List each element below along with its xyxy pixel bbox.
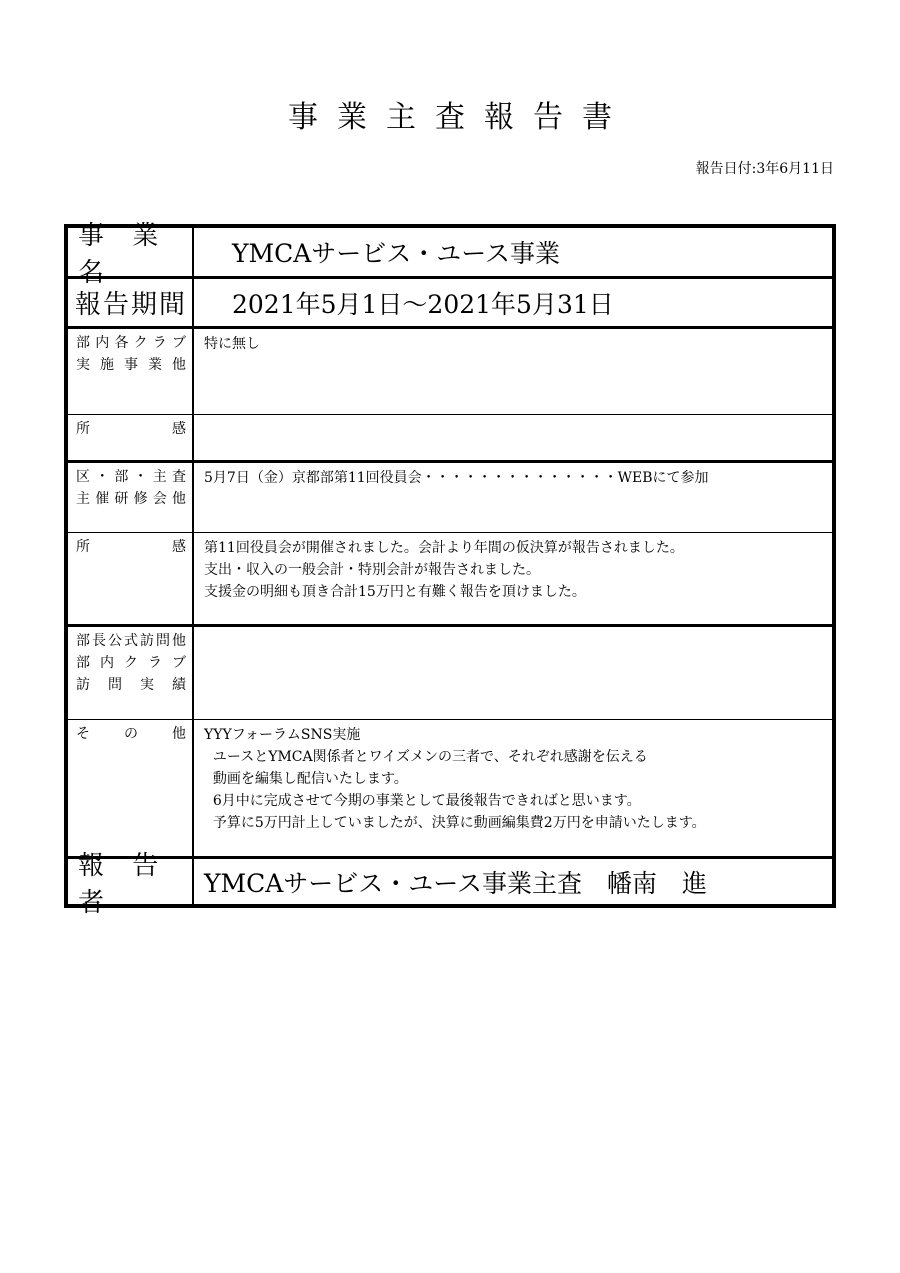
value-line: 支援金の明細も頂き合計15万円と有難く報告を頂けました。 [204,584,586,600]
label-char: 施 [100,357,114,373]
label-char: の [124,726,138,742]
value-line: 支出・収入の一般会計・特別会計が報告されました。 [204,562,540,578]
label-char: 主 [76,491,90,507]
label-char: そ [76,726,90,742]
impression-label-2 [68,533,194,624]
period-label: 報告期間 [68,279,194,326]
label-char: ブ [172,655,186,671]
label-char: ・ [95,469,110,485]
label-line-2 [76,652,186,674]
reporter-row [68,850,832,918]
value-line: 予算に5万円計上していましたが、決算に動画編集費2万円を申請いたします。 [204,815,706,831]
label-char: 部 [76,655,90,671]
label-char: 部 [114,469,129,485]
reporter-label: 報 告 者 [68,859,194,904]
report-date: 報告日付:3年6月11日 [695,161,834,177]
label-char: 査 [171,469,186,485]
visits-value [196,627,832,719]
seminars-row [68,463,832,533]
label-char: 他 [172,726,186,742]
label-char: 訪 [76,677,90,693]
label-char: ラ [152,335,167,351]
value-line: 6月中に完成させて今期の事業として最後報告できればと思います。 [204,793,641,809]
label-line-2 [76,354,186,376]
value-line: 動画を編集し配信いたします。 [204,771,408,787]
label-char: 訪 [140,633,154,649]
label-char: 業 [148,357,162,373]
label-char: 問 [108,677,122,693]
label-char: 実 [76,357,90,373]
other-value [196,720,832,856]
club-activities-label [68,329,194,414]
label-char: 催 [95,491,110,507]
label-char: 部 [76,335,90,351]
seminars-label [68,463,194,532]
reporter-value: YMCAサービス・ユース事業主査 幡南 進 [204,868,708,898]
document-title: 事業主査報告書 [288,100,631,135]
label-char: 事 [124,357,138,373]
label-char: 所 [76,421,90,437]
label-char: 所 [76,539,90,555]
other-label [68,720,194,856]
visits-row [68,627,832,720]
label-char: 他 [172,633,186,649]
label-char: 各 [114,335,129,351]
label-char: 修 [133,491,148,507]
label-char: ク [133,335,148,351]
label-char: 績 [172,677,186,693]
business-value: YMCAサービス・ユース事業 [232,239,561,268]
club-activities-row [68,329,832,415]
label-char: 感 [172,539,186,555]
value-line: ユースとYMCA関係者とワイズメンの三者で、それぞれ感謝を伝える [204,749,648,765]
label-char: ラ [148,655,162,671]
label-char: 問 [156,633,170,649]
business-label: 事 業 名 [68,228,194,276]
seminars-value [196,463,832,532]
label-char: 他 [172,357,186,373]
value-line: 5月7日（金）京都部第11回役員会・・・・・・・・・・・・・・WEBにて参加 [204,470,709,486]
label-line-3 [76,674,186,696]
value-line: 第11回役員会が開催されました。会計より年間の仮決算が報告されました。 [204,540,684,556]
label-char: 公 [108,633,122,649]
label-char: 内 [95,335,110,351]
impression-row-2 [68,533,832,627]
label-char: ブ [171,335,186,351]
value-line: YYYフォーラムSNS実施 [204,727,361,743]
visits-label [68,627,194,719]
label-char: 実 [140,677,154,693]
period-value: 2021年5月1日～2021年5月31日 [232,289,614,319]
report-table [64,221,836,918]
label-char: 部 [76,633,90,649]
label-char: 長 [92,633,106,649]
label-char: 主 [152,469,167,485]
impression-row-1 [68,415,832,463]
label-char: ク [124,655,138,671]
label-char: 感 [172,421,186,437]
label-line [76,418,186,440]
impression-value-1 [196,415,832,460]
label-char: 式 [124,633,138,649]
club-activities-value [196,329,832,414]
impression-value-2 [196,533,832,624]
other-row [68,720,832,859]
business-row [68,221,832,288]
period-row [68,279,832,329]
impression-label-1 [68,415,194,460]
label-char: 他 [171,491,186,507]
value-line: 特に無し [204,336,260,352]
label-line-1 [76,630,186,652]
label-char: ・ [133,469,148,485]
label-line-1 [76,332,186,354]
label-char: 内 [100,655,114,671]
label-line [76,723,186,745]
label-line [76,536,186,558]
label-char: 研 [114,491,129,507]
label-char: 会 [152,491,167,507]
label-line-2 [76,488,186,510]
label-char: 区 [76,469,90,485]
label-line-1 [76,466,186,488]
